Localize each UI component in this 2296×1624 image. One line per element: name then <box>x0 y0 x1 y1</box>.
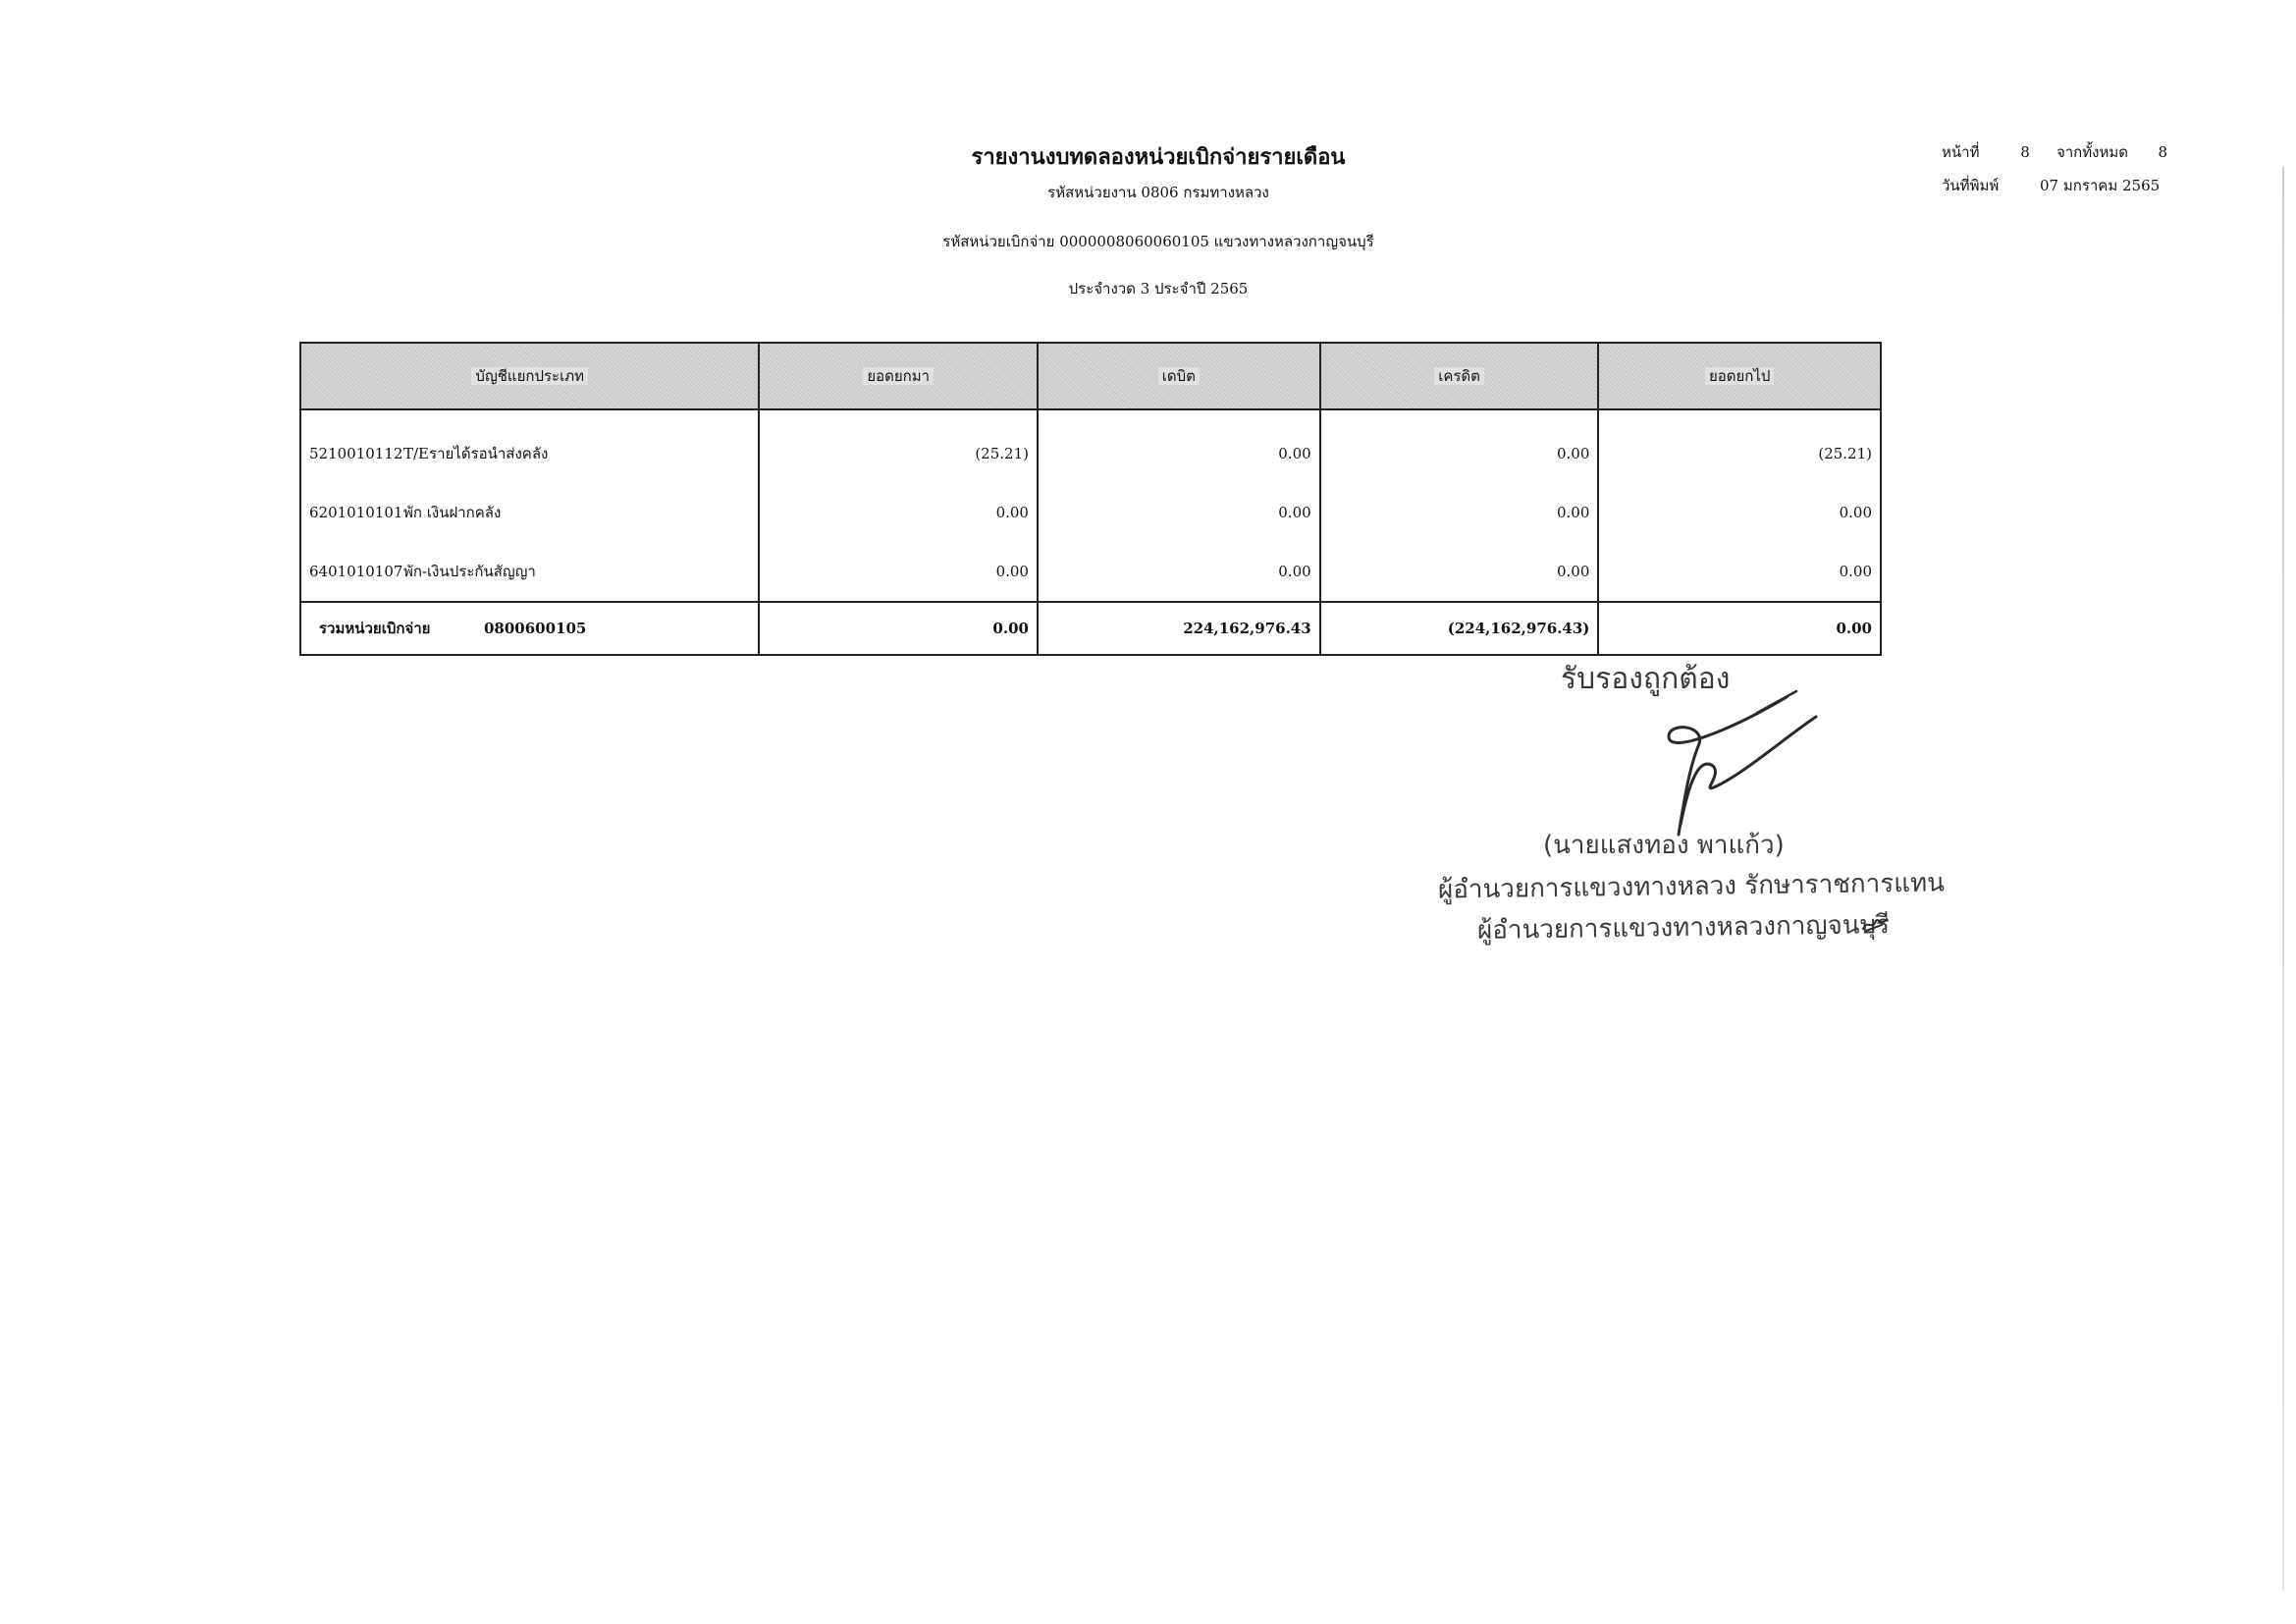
account-cell <box>300 483 759 542</box>
table-row <box>300 483 1881 542</box>
signer-position-line2: ผู้อำนวยการแขวงทางหลวงกาญจนบุรี <box>1476 910 1891 946</box>
col-header-account: บัญชีแยกประเภท <box>300 343 759 409</box>
account-name: T/Eรายได้รอนำส่งคลัง <box>403 445 549 462</box>
signer-name: (นายแสงทอง พาแก้ว) <box>1543 831 1785 860</box>
credit-cell: 0.00 <box>1320 483 1599 542</box>
col-header-carried-forward: ยอดยกไป <box>1598 343 1881 409</box>
credit-cell: 0.00 <box>1320 542 1599 602</box>
print-date: 07 มกราคม 2565 <box>2040 177 2161 194</box>
total-unit-code: 0800600105 <box>484 620 587 637</box>
debit-cell: 0.00 <box>1038 542 1320 602</box>
trial-balance-table <box>299 342 1882 656</box>
scan-edge-line <box>2282 167 2284 1591</box>
page-info <box>1942 135 2167 202</box>
brought-forward-cell: (25.21) <box>759 409 1038 483</box>
account-cell <box>300 542 759 602</box>
col-header-debit: เดบิต <box>1038 343 1320 409</box>
page-label: หน้าที่ <box>1942 143 1980 161</box>
account-code: 6201010101 <box>309 504 403 521</box>
col-header-brought-forward: ยอดยกมา <box>759 343 1038 409</box>
total-pages: 8 <box>2158 143 2167 161</box>
total-row <box>300 602 1881 655</box>
report-title: รายงานงบทดลองหน่วยเบิกจ่ายรายเดือน <box>971 144 1346 170</box>
account-code: 5210010112 <box>309 445 403 462</box>
initials-icon <box>1860 913 1890 935</box>
total-credit: (224,162,976.43) <box>1320 602 1599 655</box>
carried-forward-cell: 0.00 <box>1598 483 1881 542</box>
account-name: พัก-เงินประกันสัญญา <box>403 563 536 580</box>
table-row <box>300 542 1881 602</box>
period-line: ประจำงวด 3 ประจำปี 2565 <box>1068 280 1249 298</box>
table-header-row <box>300 343 1881 409</box>
total-label-cell <box>300 602 759 655</box>
certified-correct-stamp: รับรองถูกต้อง <box>1561 662 1731 696</box>
credit-cell: 0.00 <box>1320 409 1599 483</box>
signature-icon <box>1590 677 1826 844</box>
signer-position-line1: ผู้อำนวยการแขวงทางหลวง รักษาราชการแทน <box>1437 868 1946 905</box>
debit-cell: 0.00 <box>1038 409 1320 483</box>
col-header-credit: เครดิต <box>1320 343 1599 409</box>
brought-forward-cell: 0.00 <box>759 483 1038 542</box>
carried-forward-cell: (25.21) <box>1598 409 1881 483</box>
total-label: รวมหน่วยเบิกจ่าย <box>319 620 431 637</box>
account-cell <box>300 409 759 483</box>
table-row <box>300 409 1881 483</box>
account-name: พัก เงินฝากคลัง <box>403 504 502 521</box>
brought-forward-cell: 0.00 <box>759 542 1038 602</box>
department-line: รหัสหน่วยงาน 0806 กรมทางหลวง <box>1047 184 1269 201</box>
carried-forward-cell: 0.00 <box>1598 542 1881 602</box>
account-code: 6401010107 <box>309 563 403 580</box>
total-brought-forward: 0.00 <box>759 602 1038 655</box>
debit-cell: 0.00 <box>1038 483 1320 542</box>
page-number: 8 <box>2020 143 2030 161</box>
total-debit: 224,162,976.43 <box>1038 602 1320 655</box>
print-date-label: วันที่พิมพ์ <box>1942 177 2000 194</box>
total-pages-label: จากทั้งหมด <box>2056 143 2128 161</box>
total-carried-forward: 0.00 <box>1598 602 1881 655</box>
disbursement-unit-line: รหัสหน่วยเบิกจ่าย 0000008060060105 แขวงทางหลวงกาญจนบุรี <box>942 233 1374 250</box>
